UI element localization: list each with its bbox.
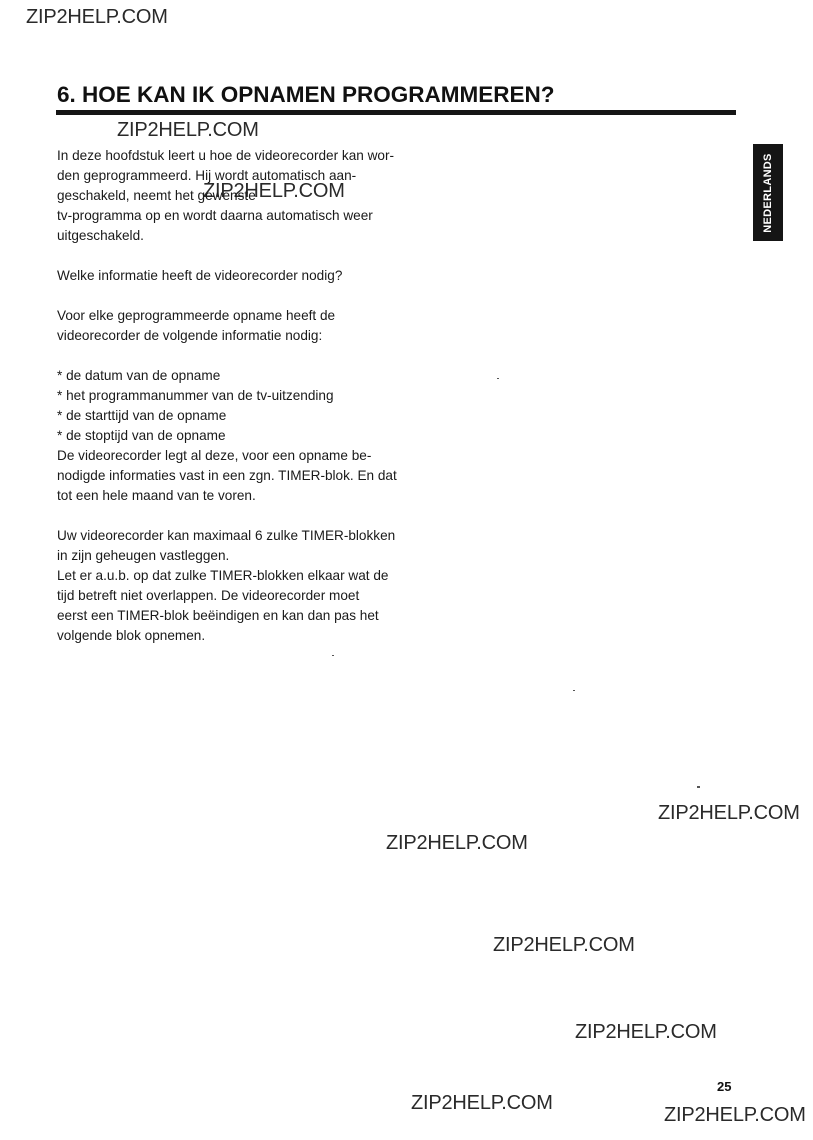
requirement-list [57, 366, 457, 446]
watermark: ZIP2HELP.COM [26, 6, 168, 28]
language-tab [753, 144, 783, 241]
text-line: tv-programma op en wordt daarna automatisch weer [57, 208, 373, 223]
watermark: ZIP2HELP.COM [411, 1092, 553, 1114]
text-line: De videorecorder legt al deze, voor een opname be- [57, 448, 372, 463]
text-line: Let er a.u.b. op dat zulke TIMER-blokken elkaar wat de [57, 568, 389, 583]
watermark: ZIP2HELP.COM [203, 180, 345, 202]
page-number: 25 [717, 1079, 732, 1094]
intro-paragraph [57, 146, 457, 246]
list-item: * het programmanummer van de tv-uitzending [57, 386, 457, 406]
text-line: volgende blok opnemen. [57, 628, 206, 643]
scan-speck [697, 786, 700, 788]
body-text [57, 146, 457, 646]
text-line: eerst een TIMER-blok beëindigen en kan dan pas het [57, 608, 379, 623]
watermark: ZIP2HELP.COM [575, 1021, 717, 1043]
language-tab-label: NEDERLANDS [762, 152, 774, 233]
question-text: Welke informatie heeft de videorecorder nodig? [57, 268, 343, 283]
text-line: In deze hoofdstuk leert u hoe de videorecorder kan wor- [57, 148, 395, 163]
timer-block-paragraph [57, 446, 457, 506]
watermark: ZIP2HELP.COM [117, 119, 259, 141]
list-item: * de starttijd van de opname [57, 406, 457, 426]
watermark: ZIP2HELP.COM [658, 802, 800, 824]
question-paragraph [57, 266, 457, 286]
list-item: * de datum van de opname [57, 366, 457, 386]
capacity-paragraph [57, 526, 457, 646]
watermark: ZIP2HELP.COM [493, 934, 635, 956]
watermark: ZIP2HELP.COM [386, 832, 528, 854]
text-line: den geprogrammeerd. Hij wordt automatisch aan- [57, 168, 357, 183]
scan-speck [332, 655, 334, 656]
text-line: in zijn geheugen vastleggen. [57, 548, 230, 563]
scan-speck [573, 690, 575, 691]
chapter-title: 6. HOE KAN IK OPNAMEN PROGRAMMEREN? [57, 82, 555, 107]
text-line: geschakeld, neemt het gewenste [57, 188, 256, 203]
text-line: Voor elke geprogrammeerde opname heeft de [57, 308, 336, 323]
text-line: nodigde informaties vast in een zgn. TIMER-blok. En dat [57, 468, 397, 483]
scan-speck [497, 378, 499, 379]
text-line: tot een hele maand van te voren. [57, 488, 256, 503]
text-line: Uw videorecorder kan maximaal 6 zulke TIMER-blokken [57, 528, 396, 543]
text-line: uitgeschakeld. [57, 228, 144, 243]
watermark: ZIP2HELP.COM [664, 1104, 806, 1126]
text-line: tijd betreft niet overlappen. De videorecorder moet [57, 588, 360, 603]
title-rule [56, 110, 736, 115]
list-item: * de stoptijd van de opname [57, 426, 457, 446]
requirement-paragraph [57, 306, 457, 346]
text-line: videorecorder de volgende informatie nodig: [57, 328, 323, 343]
